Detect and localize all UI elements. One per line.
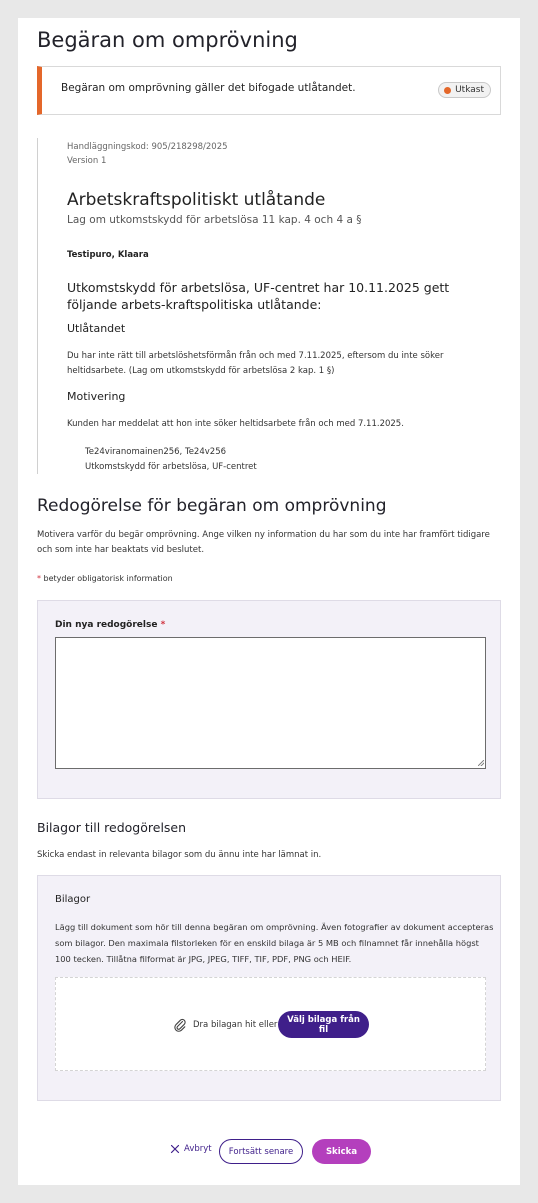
decision-subtitle: Lag om utkomstskydd för arbetslösa 11 kap. 4 och 4 a § [67, 214, 362, 226]
attachments-title: Bilagor till redogörelsen [37, 820, 187, 835]
reason-text: Kunden har meddelat att hon inte söker heltidsarbete från och med 7.11.2025. [67, 419, 404, 429]
status-badge [438, 82, 491, 98]
status-badge-label: Utkast [455, 85, 484, 95]
attachments-panel [37, 875, 501, 1101]
decision-heading: Utkomstskydd för arbetslösa, UF-centret har 10.11.2025 gett följande arbets-kraftspolitiska utlåtande: [67, 280, 450, 312]
choose-file-button[interactable]: Välj bilaga från fil [278, 1011, 369, 1038]
explanation-field-label-text: Din nya redogörelse [55, 620, 158, 630]
notice-text: Begäran om omprövning gäller det bifogade utlåtandet. [61, 82, 356, 94]
required-note [37, 574, 173, 583]
case-code: Handläggningskod: 905/218298/2025 [67, 142, 228, 152]
notice-box [37, 66, 501, 115]
field-required-star: * [160, 620, 166, 630]
drop-text: Dra bilagan hit eller [193, 1020, 278, 1030]
page-title: Begäran om omprövning [37, 28, 298, 52]
file-dropzone[interactable] [55, 977, 486, 1071]
cancel-label: Avbryt [184, 1144, 212, 1154]
version: Version 1 [67, 156, 107, 166]
person-name: Testipuro, Klaara [67, 250, 149, 260]
attachments-description: Skicka endast in relevanta bilagor som du ännu inte har lämnat in. [37, 850, 322, 860]
explanation-field-label [55, 620, 165, 630]
explanation-title: Redogörelse för begäran om omprövning [37, 496, 387, 516]
required-note-text: betyder obligatorisk information [41, 574, 173, 583]
signature-line-2: Utkomstskydd för arbetslösa, UF-centret [85, 462, 257, 472]
explanation-panel [37, 600, 501, 799]
required-star: * [37, 574, 41, 583]
decision-title: Arbetskraftspolitiskt utlåtande [67, 190, 326, 210]
attached-decision [37, 138, 483, 474]
explanation-textarea[interactable] [55, 637, 486, 769]
cancel-button[interactable] [170, 1144, 212, 1154]
save-later-button[interactable]: Fortsätt senare [219, 1139, 303, 1164]
attachments-panel-text: Lägg till dokument som hör till denna begäran om omprövning. Även fotografier av dokument accepteras som bilagor. Den maximala filstorleken för en enskild bilaga är 5 MB och filnamnet får innehålla högst 100 tecken. Tillåtna filformat är JPG, JPEG, TIFF, TIF, PDF, PNG och HEIF. [55, 922, 494, 964]
page-container [18, 18, 520, 1185]
paperclip-icon [174, 1018, 186, 1032]
submit-button[interactable]: Skicka [312, 1139, 371, 1164]
close-icon [170, 1144, 180, 1154]
explanation-description: Motivera varför du begär omprövning. Ange vilken ny information du har som du inte har framfört tidigare och som inte har beaktats vid beslutet. [37, 530, 490, 555]
statement-heading: Utlåtandet [67, 322, 126, 335]
reason-heading: Motivering [67, 390, 126, 403]
statement-text: Du har inte rätt till arbetslöshetsförmån från och med 7.11.2025, eftersom du inte söker heltidsarbete. (Lag om utkomstskydd för arbetslösa 2 kap. 1 §) [67, 351, 444, 376]
resize-handle-icon[interactable] [478, 760, 484, 766]
signature-line-1: Te24viranomainen256, Te24v256 [85, 447, 227, 457]
status-dot-icon [444, 87, 451, 94]
attachments-panel-title: Bilagor [55, 894, 91, 905]
